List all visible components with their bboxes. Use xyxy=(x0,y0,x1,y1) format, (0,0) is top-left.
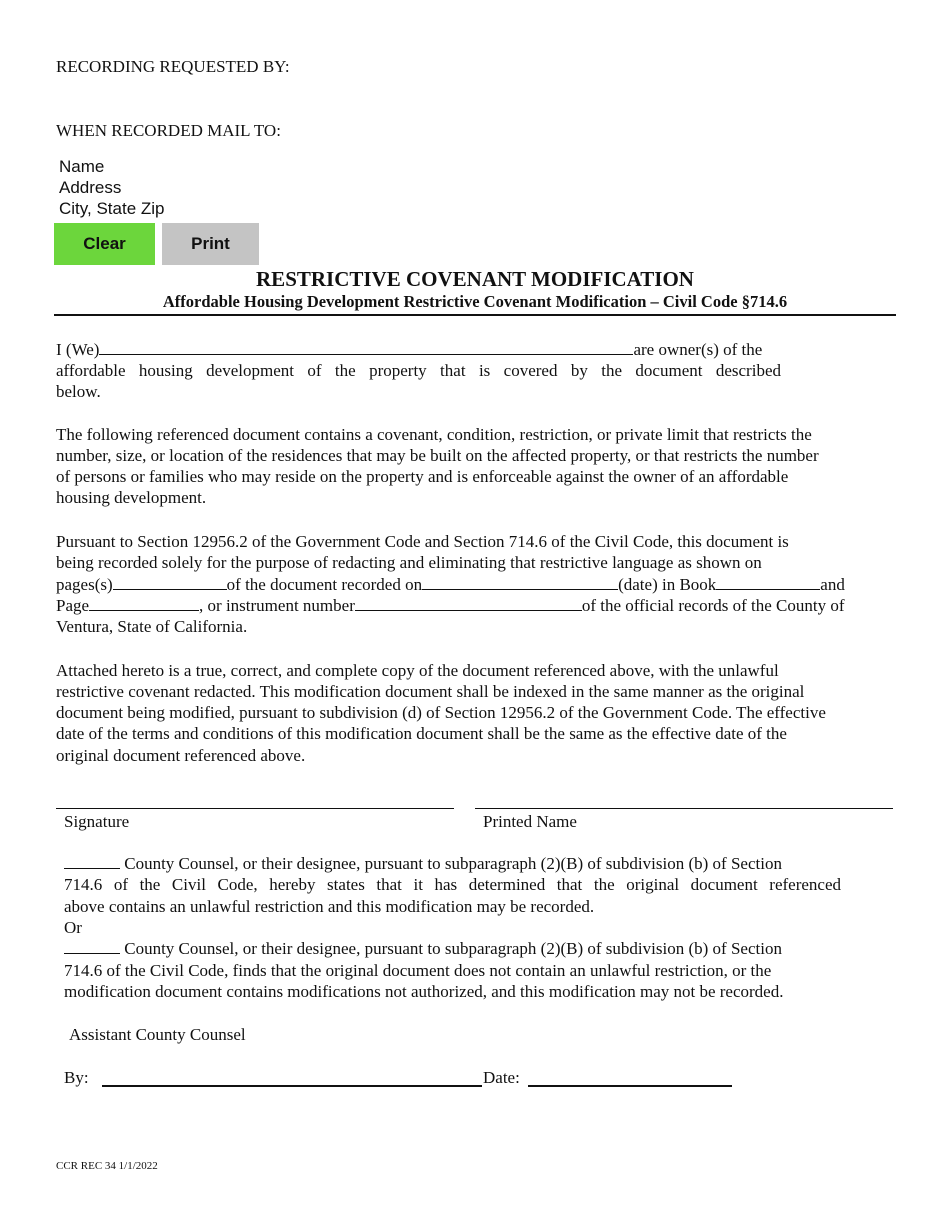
page-label: Page xyxy=(56,596,90,615)
para3-line2: being recorded solely for the purpose of redacting and eliminating that restrictive language as shown on xyxy=(56,553,762,572)
counsel-option1-line2: 714.6 of the Civil Code, hereby states that it has determined that the original document referenced xyxy=(64,875,841,894)
instrument-label: , or instrument number xyxy=(199,596,355,615)
print-button[interactable]: Print xyxy=(162,223,259,265)
para2-line2: number, size, or location of the residences that may be built on the affected property, or that restricts the number xyxy=(56,446,819,465)
signature-label: Signature xyxy=(64,812,130,831)
counsel-option1-text: County Counsel, or their designee, pursuant to subparagraph (2)(B) of subdivision (b) of Section xyxy=(124,854,782,873)
owner-prefix: I (We) xyxy=(56,340,100,359)
counsel-option1-checkfield[interactable] xyxy=(64,853,120,869)
form-number: CCR REC 34 1/1/2022 xyxy=(56,1160,158,1172)
para2-line4: housing development. xyxy=(56,488,207,507)
para4-line1: Attached hereto is a true, correct, and complete copy of the document referenced above, with the unlawful xyxy=(56,661,779,680)
mail-to-address-field[interactable]: Address xyxy=(59,178,122,197)
when-recorded-mail-to-label: WHEN RECORDED MAIL TO: xyxy=(56,121,281,140)
para3-line5: Ventura, State of California. xyxy=(56,617,248,636)
counsel-option2-line2: 714.6 of the Civil Code, finds that the original document does not contain an unlawful restriction, or the xyxy=(64,961,772,980)
para4-line2: restrictive covenant redacted. This modification document shall be indexed in the same manner as the original xyxy=(56,682,805,701)
page-field[interactable] xyxy=(89,595,199,611)
document-title: RESTRICTIVE COVENANT MODIFICATION xyxy=(256,267,694,291)
book-field[interactable] xyxy=(716,574,820,590)
printed-name-field[interactable] xyxy=(475,808,893,809)
mail-to-city-state-zip-field[interactable]: City, State Zip xyxy=(59,199,165,218)
para3-line1: Pursuant to Section 12956.2 of the Government Code and Section 714.6 of the Civil Code, this document is xyxy=(56,532,789,551)
para4-line3: document being modified, pursuant to subdivision (d) of Section 12956.2 of the Government Code. The effective xyxy=(56,703,826,722)
para4-line5: original document referenced above. xyxy=(56,746,306,765)
printed-name-label: Printed Name xyxy=(483,812,577,831)
counsel-option2-line3: modification document contains modifications not authorized, and this modification may not be recorded. xyxy=(64,982,784,1001)
counsel-option1-line1 xyxy=(64,853,782,874)
signature-field[interactable] xyxy=(56,808,454,809)
date-book-label: (date) in Book xyxy=(618,575,717,594)
mail-to-name-field[interactable]: Name xyxy=(59,157,105,176)
recorded-on-label: of the document recorded on xyxy=(226,575,423,594)
pages-field[interactable] xyxy=(113,574,227,590)
para1-line3: below. xyxy=(56,382,101,401)
recording-requested-by-label: RECORDING REQUESTED BY: xyxy=(56,57,290,76)
clear-button[interactable]: Clear xyxy=(54,223,155,265)
counsel-option2-checkfield[interactable] xyxy=(64,938,120,954)
instrument-number-field[interactable] xyxy=(355,595,582,611)
or-label: Or xyxy=(64,918,82,937)
counsel-option2-text: County Counsel, or their designee, pursuant to subparagraph (2)(B) of subdivision (b) of Section xyxy=(124,939,782,958)
owner-line xyxy=(56,339,762,360)
para4-line4: date of the terms and conditions of this modification document shall be the same as the effective date of the xyxy=(56,724,787,743)
recorded-date-field[interactable] xyxy=(422,574,618,590)
pages-label: pages(s) xyxy=(56,575,113,594)
para2-line3: of persons or families who may reside on the property and is enforceable against the owner of an affordable xyxy=(56,467,789,486)
owner-suffix: are owner(s) of the xyxy=(633,340,763,359)
counsel-option1-line3: above contains an unlawful restriction and this modification may be recorded. xyxy=(64,897,595,916)
official-records-label: of the official records of the County of xyxy=(581,596,845,615)
assistant-county-counsel-label: Assistant County Counsel xyxy=(69,1025,246,1044)
by-label: By: xyxy=(64,1068,89,1087)
document-subtitle: Affordable Housing Development Restrictive Covenant Modification – Civil Code §714.6 xyxy=(162,292,788,311)
owner-name-field[interactable] xyxy=(99,339,633,355)
para3-line3 xyxy=(56,574,845,595)
para3-line4 xyxy=(56,595,845,616)
para2-line1: The following referenced document contains a covenant, condition, restriction, or private limit that restricts the xyxy=(56,425,812,444)
para1-line2: affordable housing development of the property that is covered by the document described xyxy=(56,361,781,380)
and-label: and xyxy=(820,575,845,594)
counsel-option2-line1 xyxy=(64,938,782,959)
by-signature-field[interactable] xyxy=(102,1085,482,1087)
date-label: Date: xyxy=(483,1068,520,1087)
title-divider xyxy=(54,314,896,316)
date-field[interactable] xyxy=(528,1085,732,1087)
